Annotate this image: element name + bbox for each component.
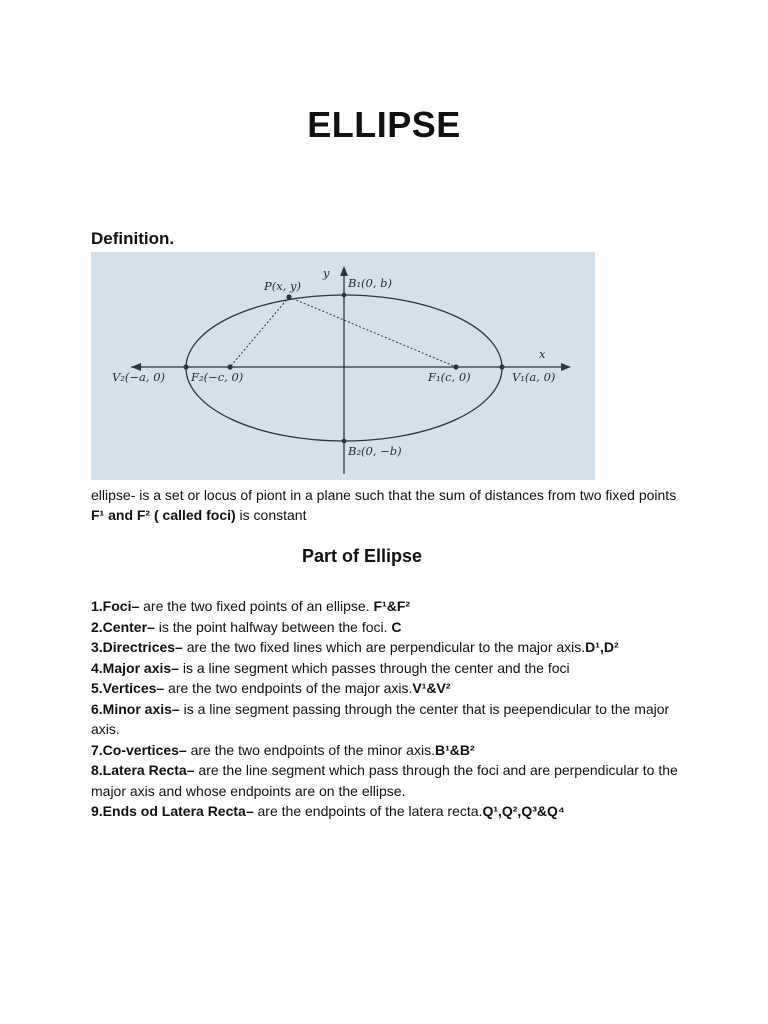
list-item-symbol: D¹,D² bbox=[585, 639, 619, 655]
y-axis-arrow-up bbox=[340, 266, 348, 276]
point-f1 bbox=[453, 364, 458, 369]
list-item bbox=[91, 740, 691, 761]
list-item-symbol: C bbox=[391, 618, 402, 635]
list-item-symbol: V¹&V² bbox=[412, 680, 451, 696]
list-item-desc: are the line segment which pass through the foci and are perpendicular to the major axis and whose endpoints are on the ellipse. bbox=[91, 762, 678, 799]
list-item-desc: are the two endpoints of the minor axis. bbox=[186, 741, 435, 758]
list-item-symbol: F¹&F² bbox=[373, 598, 411, 614]
y-axis-label: y bbox=[323, 266, 330, 280]
point-f1-label: F₁(c, 0) bbox=[428, 370, 471, 384]
list-item bbox=[91, 801, 691, 822]
list-item-term: 2.Center– bbox=[91, 618, 155, 635]
parts-heading: Part of Ellipse bbox=[301, 546, 423, 566]
list-item-desc: are the two fixed lines which are perpendicular to the major axis. bbox=[182, 639, 586, 655]
point-v2-label: V₂(−a, 0) bbox=[112, 370, 166, 384]
definition-foci-bold: F¹ and F² ( called foci) bbox=[91, 507, 236, 523]
list-item bbox=[91, 760, 691, 801]
list-item-term: 8.Latera Recta– bbox=[91, 762, 195, 778]
list-item-term: 3.Directrices– bbox=[91, 639, 183, 655]
point-v2 bbox=[183, 364, 188, 369]
definition-text-end: is constant bbox=[235, 507, 307, 523]
list-item-term: 6.Minor axis– bbox=[91, 700, 180, 717]
point-p-label: P(x, y) bbox=[264, 279, 302, 293]
list-item-symbol: B¹&B² bbox=[434, 741, 475, 758]
ellipse-diagram-svg bbox=[91, 252, 595, 480]
list-item bbox=[91, 678, 691, 699]
point-b2 bbox=[342, 439, 347, 444]
list-item bbox=[91, 699, 691, 740]
list-item-desc: is a line segment which passes through the center and the foci bbox=[178, 659, 570, 676]
point-b2-label: B₂(0, −b) bbox=[348, 444, 402, 458]
list-item-term: 7.Co-vertices– bbox=[91, 741, 187, 758]
list-item-desc: are the two fixed points of an ellipse. bbox=[139, 598, 374, 614]
point-p bbox=[286, 294, 291, 299]
point-f2 bbox=[227, 364, 232, 369]
list-item bbox=[91, 637, 691, 658]
x-axis-label: x bbox=[539, 347, 546, 361]
definition-paragraph bbox=[91, 485, 681, 525]
point-f2-label: F₂(−c, 0) bbox=[191, 370, 244, 384]
list-item-term: 5.Vertices– bbox=[91, 680, 165, 696]
list-item bbox=[91, 596, 691, 617]
point-v1-label: V₁(a, 0) bbox=[512, 370, 556, 384]
focal-radius-f2 bbox=[230, 297, 289, 367]
definition-heading: Definition. bbox=[91, 229, 175, 248]
ellipse-diagram bbox=[91, 252, 595, 480]
list-item-desc: is a line segment passing through the center that is peependicular to the major axis. bbox=[91, 700, 670, 737]
list-item-desc: are the two endpoints of the major axis. bbox=[164, 680, 413, 696]
list-item-term: 4.Major axis– bbox=[91, 659, 179, 676]
list-item-desc: is the point halfway between the foci. bbox=[154, 618, 392, 635]
definition-text-start: ellipse- is a set or locus of piont in a plane such that the sum of distances from two fixed points bbox=[91, 487, 677, 503]
list-item-symbol: Q¹,Q²,Q³&Q⁴ bbox=[482, 803, 565, 819]
list-item-term: 1.Foci– bbox=[91, 598, 140, 614]
x-axis-arrow-right bbox=[561, 363, 571, 371]
list-item-term: 9.Ends od Latera Recta– bbox=[91, 803, 254, 819]
parts-list bbox=[91, 596, 691, 822]
page-title: ELLIPSE bbox=[307, 104, 461, 145]
point-b1 bbox=[342, 293, 347, 298]
point-b1-label: B₁(0, b) bbox=[348, 276, 393, 290]
point-v1 bbox=[499, 364, 504, 369]
list-item bbox=[91, 658, 691, 679]
list-item-desc: are the endpoints of the latera recta. bbox=[253, 803, 483, 819]
list-item bbox=[91, 617, 691, 638]
